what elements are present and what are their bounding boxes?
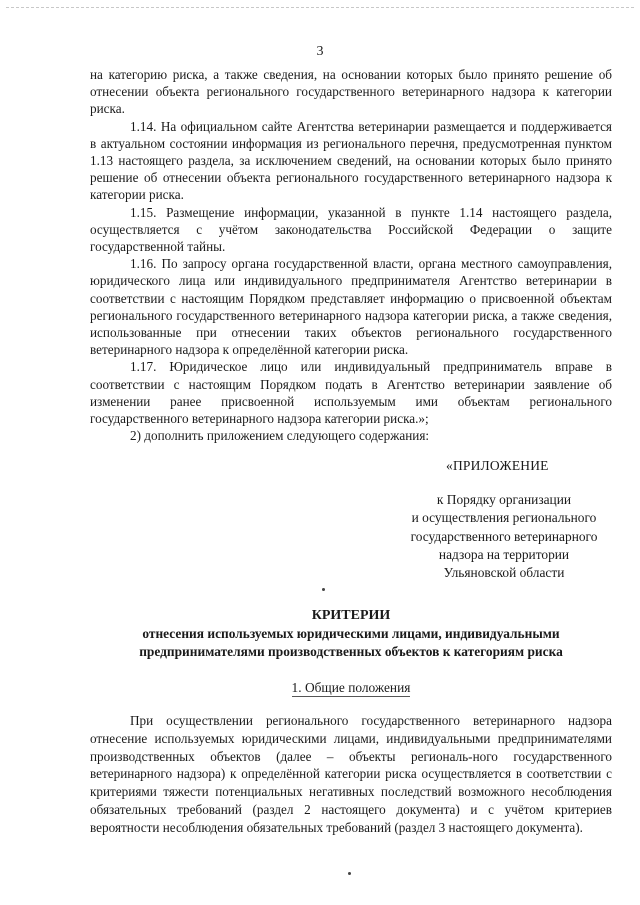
scan-top-border: [6, 7, 634, 8]
paragraph-1-14: 1.14. На официальном сайте Агентства ветеринарии размещается и поддерживается в актуальном состоянии информация из регионального перечня, предусмотренная пунктом 1.13 настоящего раздела, за исключением сведений, на основании которых было принято решение об отнесении объекта регионального государственного ветеринарного надзора к категории риска.: [90, 118, 612, 203]
criteria-subtitle-line: предпринимателями производственных объектов к категориям риска: [139, 644, 563, 660]
paragraph-1-15: 1.15. Размещение информации, указанной в пункте 1.14 настоящего раздела, осуществляется с учётом законодательства Российской Федерации о защите государственной тайны.: [90, 204, 612, 255]
criteria-text: [90, 712, 612, 837]
appendix-reference: [395, 491, 613, 582]
page-number: 3: [316, 44, 324, 59]
paragraph-1-16: 1.16. По запросу органа государственной власти, органа местного самоуправления, юридического лица или индивидуального предпринимателя Агентство ветеринарии в соответствии с настоящим Порядком представляет информацию о присвоенной объектам регионального государственного ветеринарного надзора категории риска, а также сведения, использованные при отнесении таких объектов регионального государственного ветеринарного надзора к определённой категории риска.: [90, 256, 612, 358]
paragraph-amendment-2: 2) дополнить приложением следующего содержания:: [130, 428, 430, 444]
criteria-paragraph: При осуществлении регионального государственного ветеринарного надзора отнесение используемых юридическими лицами, индивидуальными предпринимателями производственных объектов (далее – объекты региональ-ного государственного ветеринарного надзора) к определённой категории риска осуществляется в соответствии с критериями тяжести потенциальных негативных последствий возможного несоблюдения обязательных требований (раздел 2 настоящего документа) и с учётом критериев вероятности несоблюдения обязательных требований (раздел 3 настоящего документа).: [90, 713, 612, 835]
scan-speck: [322, 588, 325, 591]
criteria-subtitle: [90, 625, 612, 662]
main-text: [90, 66, 612, 444]
paragraph-1-17: 1.17. Юридическое лицо или индивидуальный предприниматель вправе в соответствии с настоящим Порядком подать в Агентство ветеринарии заявление об изменении ранее присвоенной используемым ими объектам регионального государственного ветеринарного надзора категории риска.»;: [90, 359, 612, 427]
criteria-title: КРИТЕРИИ: [311, 608, 391, 623]
appendix-line: надзора на территории: [438, 546, 570, 562]
appendix-line: Ульяновской области: [443, 565, 565, 581]
section-heading: [90, 680, 612, 696]
section-heading-text: 1. Общие положения: [291, 680, 411, 695]
appendix-title: «ПРИЛОЖЕНИЕ: [446, 458, 549, 473]
paragraph-continuation: на категорию риска, а также сведения, на основании которых было принято решение об отнесении объекта регионального государственного ветеринарного надзора к категории риска.: [90, 67, 612, 117]
appendix-line: государственного ветеринарного: [410, 528, 598, 544]
criteria-subtitle-line: отнесения используемых юридическими лицами, индивидуальными: [142, 626, 560, 641]
scan-speck: [348, 872, 351, 875]
appendix-line: и осуществления регионального: [411, 510, 597, 526]
appendix-line: к Порядку организации: [436, 492, 572, 507]
